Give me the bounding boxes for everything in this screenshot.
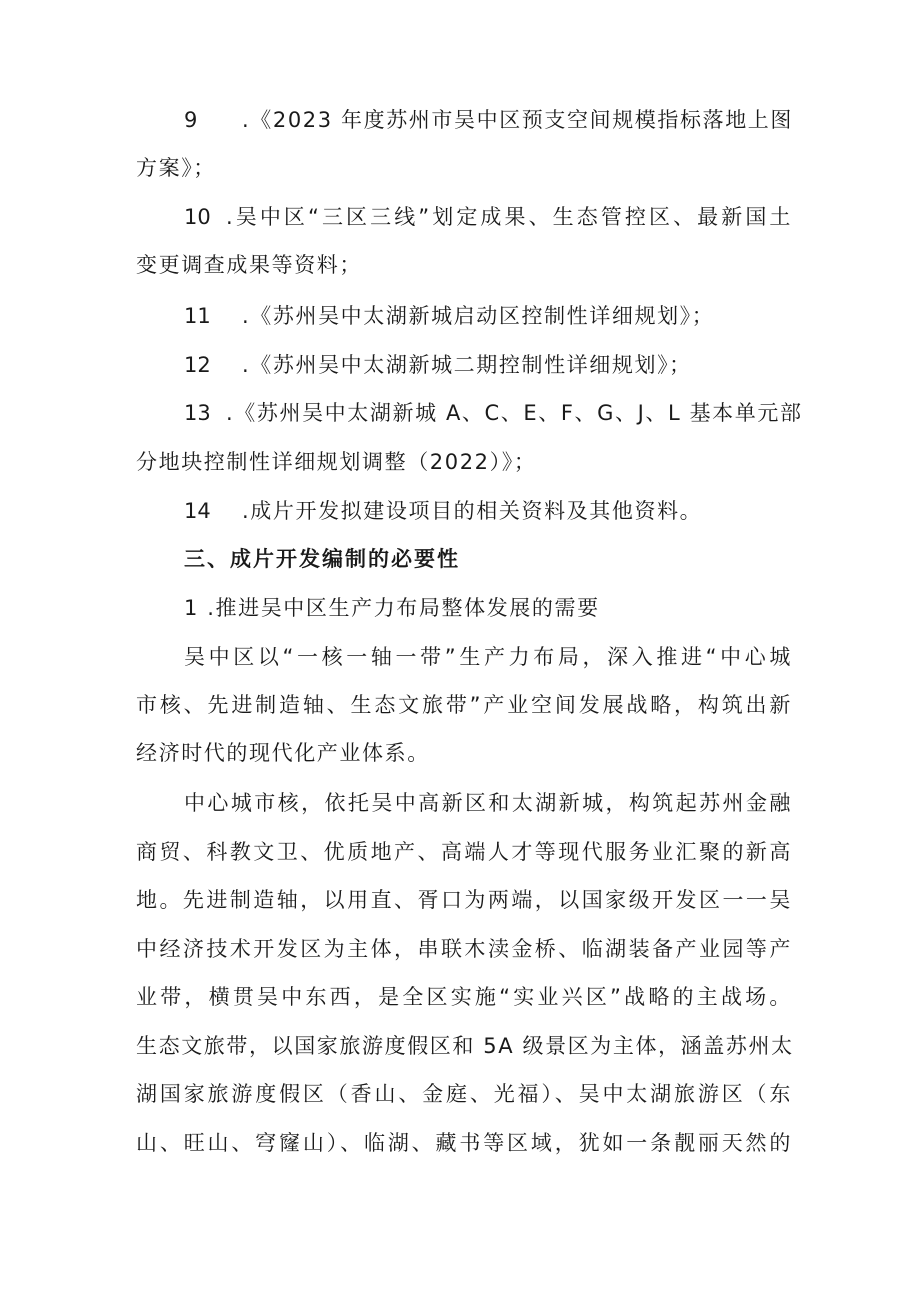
paragraph-2-line-7: 湖国家旅游度假区（香山、金庭、光福）、吴中太湖旅游区（东 <box>136 1082 792 1106</box>
subheading: 1 .推进吴中区生产力布局整体发展的需要 <box>184 596 600 620</box>
item-text: .《2023 年度苏州市吴中区预支空间规模指标落地上图 <box>242 108 793 132</box>
list-item-12 <box>184 349 792 381</box>
item-number: 10 <box>184 205 211 229</box>
list-item-11 <box>184 300 792 332</box>
list-item-13-line-2: 分地块控制性详细规划调整（2022）》； <box>136 450 537 474</box>
list-item-10-line-1 <box>184 201 792 233</box>
item-number: 12 <box>184 353 211 377</box>
item-number: 9 <box>184 108 198 132</box>
paragraph-2-line-1: 中心城市核，依托吴中高新区和太湖新城，构筑起苏州金融 <box>184 791 792 815</box>
item-number: 14 <box>184 499 211 523</box>
paragraph-1-line-1: 吴中区以“一核一轴一带”生产力布局，深入推进“中心城 <box>184 645 792 669</box>
item-text: .《苏州吴中太湖新城二期控制性详细规划》； <box>242 353 692 377</box>
section-heading: 三、成片开发编制的必要性 <box>184 547 460 571</box>
paragraph-2-line-8: 山、旺山、穹窿山）、临湖、藏书等区域，犹如一条靓丽天然的 <box>136 1131 792 1155</box>
paragraph-1-line-3: 经济时代的现代化产业体系。 <box>136 741 430 765</box>
list-item-9-line-1 <box>184 104 792 136</box>
paragraph-1-line-2: 市核、先进制造轴、生态文旅带”产业空间发展战略，构筑出新 <box>136 693 792 717</box>
item-text: .吴中区“三区三线”划定成果、生态管控区、最新国土 <box>226 205 792 229</box>
paragraph-2-line-4: 中经济技术开发区为主体，串联木渎金桥、临湖装备产业园等产 <box>136 937 792 961</box>
list-item-9-line-2: 方案》； <box>136 156 216 180</box>
paragraph-2-line-5: 业带，横贯吴中东西，是全区实施“实业兴区”战略的主战场。 <box>136 985 792 1009</box>
item-text: .成片开发拟建设项目的相关资料及其他资料。 <box>242 499 703 523</box>
list-item-10-line-2: 变更调查成果等资料； <box>136 253 362 277</box>
paragraph-2-line-2: 商贸、科教文卫、优质地产、高端人才等现代服务业汇聚的新高 <box>136 840 792 864</box>
item-number: 13 <box>184 401 211 425</box>
paragraph-2-line-6: 生态文旅带，以国家旅游度假区和 5A 级景区为主体，涵盖苏州太 <box>136 1034 794 1058</box>
paragraph-2-line-3: 地。先进制造轴，以用直、胥口为两端，以国家级开发区一一吴 <box>136 888 792 912</box>
item-text: .《苏州吴中太湖新城启动区控制性详细规划》； <box>242 304 715 328</box>
item-number: 11 <box>184 304 211 328</box>
list-item-14 <box>184 495 792 527</box>
item-text: .《苏州吴中太湖新城 A、C、E、F、G、J、L 基本单元部 <box>226 401 803 425</box>
list-item-13-line-1 <box>184 397 803 429</box>
